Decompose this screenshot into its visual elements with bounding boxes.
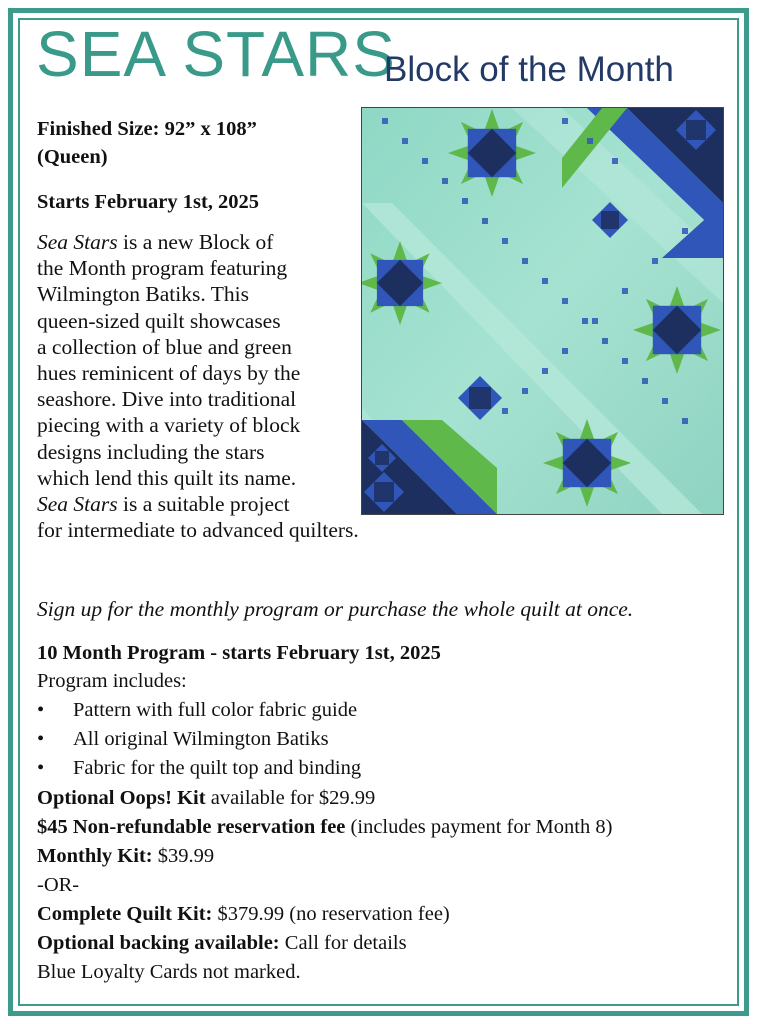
description-line: for intermediate to advanced quilters. <box>37 518 359 543</box>
signup-note: Sign up for the monthly program or purchase the whole quilt at once. <box>37 597 634 621</box>
program-include-item: • Fabric for the quilt top and binding <box>37 757 362 779</box>
description-line: Sea Stars is a new Block of <box>37 230 274 254</box>
description-line: designs including the stars <box>37 439 265 464</box>
quilt-chain-square <box>622 288 628 294</box>
quilt-chain-square <box>422 158 428 164</box>
quilt-diamond-center <box>374 482 394 502</box>
quilt-chain-square <box>522 258 528 264</box>
quilt-chain-square <box>602 338 608 344</box>
quilt-chain-square <box>542 368 548 374</box>
loyalty-note: Blue Loyalty Cards not marked. <box>37 961 301 983</box>
description-line: Wilmington Batiks. This <box>37 282 249 307</box>
quilt-chain-square <box>662 398 668 404</box>
quilt-chain-square <box>562 298 568 304</box>
description-line: hues reminicent of days by the <box>37 361 301 386</box>
quilt-chain-square <box>642 378 648 384</box>
quilt-chain-square <box>622 358 628 364</box>
program-include-item: • Pattern with full color fabric guide <box>37 699 358 721</box>
quilt-diamond-center <box>375 451 389 465</box>
start-date: Starts February 1st, 2025 <box>37 191 260 213</box>
quilt-chain-square <box>562 118 568 124</box>
quilt-chain-square <box>402 138 408 144</box>
quilt-chain-square <box>587 138 593 144</box>
quilt-chain-square <box>382 118 388 124</box>
quilt-chain-square <box>562 348 568 354</box>
description-line: piecing with a variety of block <box>37 413 301 438</box>
quilt-image <box>361 107 724 515</box>
description-line: which lend this quilt its name. <box>37 465 297 490</box>
description <box>37 229 359 543</box>
program-heading: 10 Month Program - starts February 1st, 2025 <box>37 642 441 664</box>
description-line: the Month program featuring <box>37 256 288 281</box>
description-line: seashore. Dive into traditional <box>37 387 297 412</box>
program-includes-label: Program includes: <box>37 670 187 692</box>
reservation-fee: $45 Non-refundable reservation fee (includes payment for Month 8) <box>37 816 613 838</box>
quilt-chain-square <box>522 388 528 394</box>
quilt-chain-square <box>682 418 688 424</box>
page-title: SEA STARS <box>36 18 396 90</box>
description-line: Sea Stars is a suitable project <box>37 492 290 517</box>
quilt-diamond-center <box>686 120 706 140</box>
description-line: a collection of blue and green <box>37 334 292 359</box>
monthly-kit-price: Monthly Kit: $39.99 <box>37 845 215 867</box>
quilt-chain-square <box>502 408 508 414</box>
quilt-diamond-center <box>601 211 619 229</box>
or-divider: -OR- <box>37 874 80 896</box>
quilt-chain-square <box>482 218 488 224</box>
quilt-diamond-center <box>469 387 491 409</box>
program-include-item: • All original Wilmington Batiks <box>37 728 329 750</box>
quilt-chain-square <box>442 178 448 184</box>
quilt-chain-square <box>592 318 598 324</box>
quilt-chain-square <box>582 318 588 324</box>
quilt-chain-square <box>682 228 688 234</box>
finished-size: Finished Size: 92” x 108” <box>37 118 257 140</box>
description-line: queen-sized quilt showcases <box>37 308 281 333</box>
oops-kit-price: Optional Oops! Kit available for $29.99 <box>37 787 376 809</box>
quilt-chain-square <box>652 258 658 264</box>
backing-note: Optional backing available: Call for details <box>37 932 407 954</box>
quilt-chain-square <box>462 198 468 204</box>
quilt-chain-square <box>612 158 618 164</box>
quilt-chain-square <box>542 278 548 284</box>
complete-kit-price: Complete Quilt Kit: $379.99 (no reservation fee) <box>37 903 450 925</box>
finished-size-note: (Queen) <box>37 146 108 168</box>
quilt-chain-square <box>502 238 508 244</box>
page-subtitle: Block of the Month <box>384 50 674 89</box>
